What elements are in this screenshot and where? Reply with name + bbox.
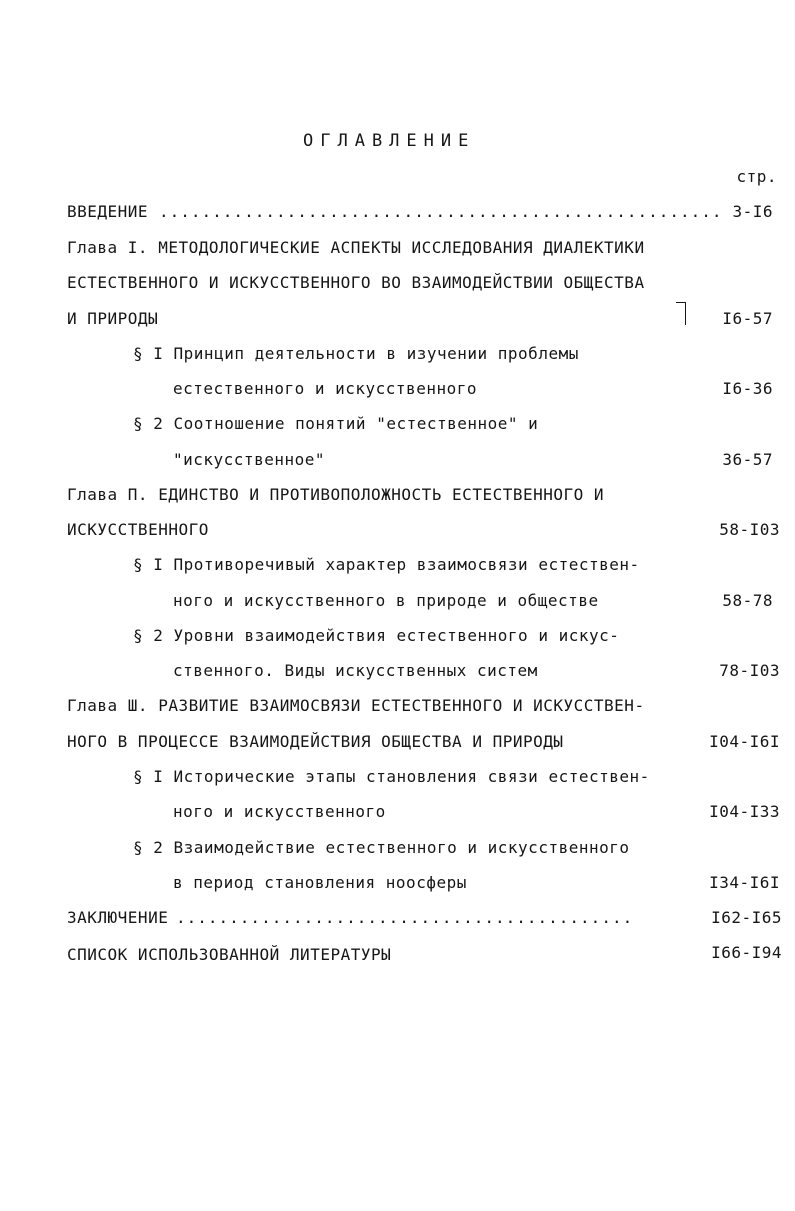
chapter-2-section-2-pages: 78-I03 — [719, 661, 780, 680]
chapter-1-title-line3: И ПРИРОДЫ — [67, 309, 159, 328]
intro-pages: 3-I6 — [732, 202, 773, 221]
chapter-2-section-2-line1: § 2 Уровни взаимодействия естественного и искус- — [133, 626, 620, 645]
chapter-1-section-1-line2: естественного и искусственного — [173, 379, 477, 398]
chapter-1-section-1-pages: I6-36 — [722, 379, 773, 398]
chapter-3-pages: I04-I6I — [709, 732, 780, 751]
toc-title: ОГЛАВЛЕНИЕ — [303, 131, 476, 151]
page-column-header: стр. — [736, 167, 777, 186]
chapter-2-title-line1: Глава П. ЕДИНСТВО И ПРОТИВОПОЛОЖНОСТЬ ЕСТЕСТВЕННОГО И — [67, 485, 605, 504]
intro-label: ВВЕДЕНИЕ — [67, 202, 149, 221]
chapter-1-section-2-line1: § 2 Соотношение понятий "естественное" и — [133, 414, 539, 433]
chapter-1-section-2-pages: 36-57 — [722, 450, 773, 469]
conclusion-label: ЗАКЛЮЧЕНИЕ — [67, 908, 169, 927]
intro-dots: ..................................................... — [159, 202, 723, 221]
chapter-2-section-2-line2: ственного. Виды искусственных систем — [173, 661, 538, 680]
chapter-3-section-1-line2: ного и искусственного — [173, 802, 386, 821]
chapter-3-section-2-line2: в период становления ноосферы — [173, 873, 467, 892]
pen-mark — [676, 302, 686, 325]
chapter-3-section-2-pages: I34-I6I — [709, 873, 780, 892]
chapter-2-section-1-line1: § I Противоречивый характер взаимосвязи естествен- — [133, 555, 640, 574]
chapter-3-section-1-pages: I04-I33 — [709, 802, 780, 821]
chapter-2-pages: 58-I03 — [719, 520, 780, 539]
chapter-2-title-line2: ИСКУССТВЕННОГО — [67, 520, 209, 539]
chapter-3-section-2-line1: § 2 Взаимодействие естественного и искусственного — [133, 838, 630, 857]
chapter-3-section-1-line1: § I Исторические этапы становления связи естествен- — [133, 767, 650, 786]
conclusion-dots: ........................................... — [176, 908, 634, 927]
conclusion-pages: I62-I65 — [711, 908, 782, 927]
chapter-2-section-1-pages: 58-78 — [722, 591, 773, 610]
chapter-1-section-1-line1: § I Принцип деятельности в изучении проблемы — [133, 344, 579, 363]
chapter-1-title-line1: Глава I. МЕТОДОЛОГИЧЕСКИЕ АСПЕКТЫ ИССЛЕДОВАНИЯ ДИАЛЕКТИКИ — [67, 238, 645, 257]
chapter-1-pages: I6-57 — [722, 309, 773, 328]
chapter-1-section-2-line2: "искусственное" — [173, 450, 325, 469]
chapter-3-title-line1: Глава Ш. РАЗВИТИЕ ВЗАИМОСВЯЗИ ЕСТЕСТВЕННОГО И ИСКУССТВЕН- — [67, 696, 645, 715]
chapter-3-title-line2: НОГО В ПРОЦЕССЕ ВЗАИМОДЕЙСТВИЯ ОБЩЕСТВА И ПРИРОДЫ — [67, 732, 564, 751]
references-label: СПИСОК ИСПОЛЬЗОВАННОЙ ЛИТЕРАТУРЫ — [67, 945, 392, 964]
chapter-1-title-line2: ЕСТЕСТВЕННОГО И ИСКУССТВЕННОГО ВО ВЗАИМОДЕЙСТВИИ ОБЩЕСТВА — [67, 273, 645, 292]
references-pages: I66-I94 — [711, 943, 782, 962]
chapter-2-section-1-line2: ного и искусственного в природе и обществе — [173, 591, 599, 610]
